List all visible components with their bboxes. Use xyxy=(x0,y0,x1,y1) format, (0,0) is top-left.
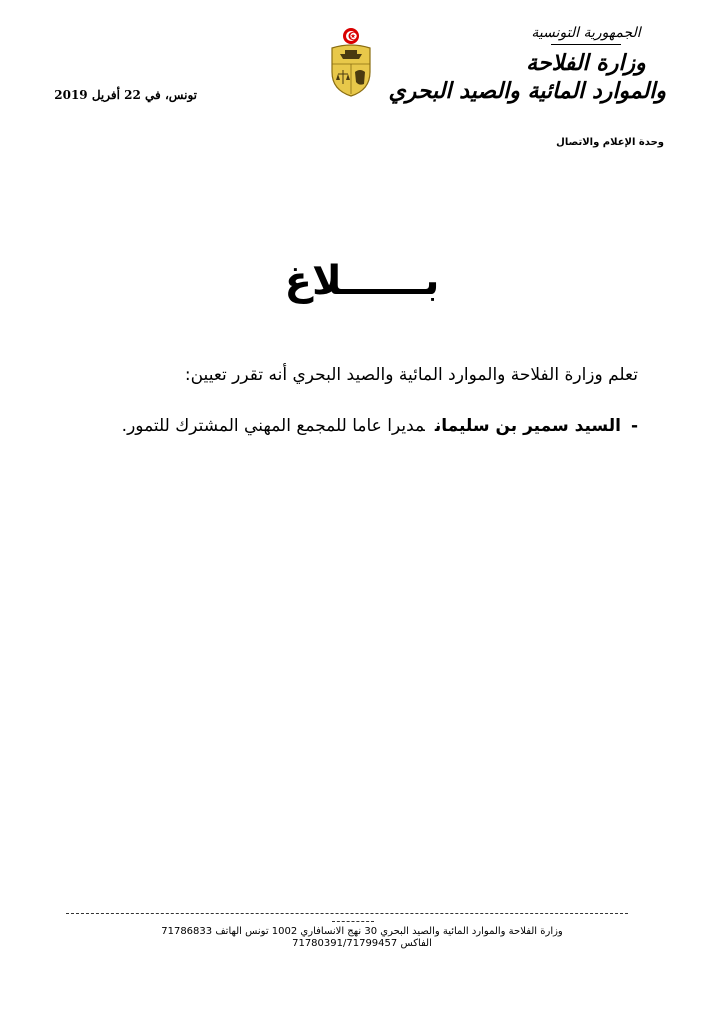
appointee-role: مديرا عاما للمجمع المهني المشترك للتمور. xyxy=(121,416,425,436)
unit-name: وحدة الإعلام والاتصال xyxy=(556,137,664,148)
letterhead-rule xyxy=(551,44,621,45)
appointee-name: السيد سمير بن سليمان xyxy=(434,416,621,436)
ministry-letterhead xyxy=(388,24,666,105)
footer-divider xyxy=(66,913,628,914)
list-dash: - xyxy=(630,416,638,436)
document-date: تونس، في 22 أفريل 2019 xyxy=(54,88,197,102)
ministry-name-line2: والموارد المائية والصيد البحري xyxy=(388,78,666,104)
footer-short-divider xyxy=(332,921,374,922)
tunisia-coat-of-arms-icon xyxy=(326,26,376,98)
republic-name: الجمهورية التونسية xyxy=(531,25,641,41)
footer-fax: الفاكس 71780391/71799457 xyxy=(292,938,432,949)
document-title: بــــــلاغ xyxy=(284,258,440,304)
announcement-intro: تعلم وزارة الفلاحة والموارد المائية والصيد البحري أنه تقرر تعيين: xyxy=(184,365,638,385)
footer-address: وزارة الفلاحة والموارد المائية والصيد البحري 30 نهج الانسافاري 1002 تونس الهاتف 71786833 xyxy=(161,926,563,937)
ministry-name-line1: وزارة الفلاحة xyxy=(526,50,646,76)
appointment-item xyxy=(122,416,638,436)
